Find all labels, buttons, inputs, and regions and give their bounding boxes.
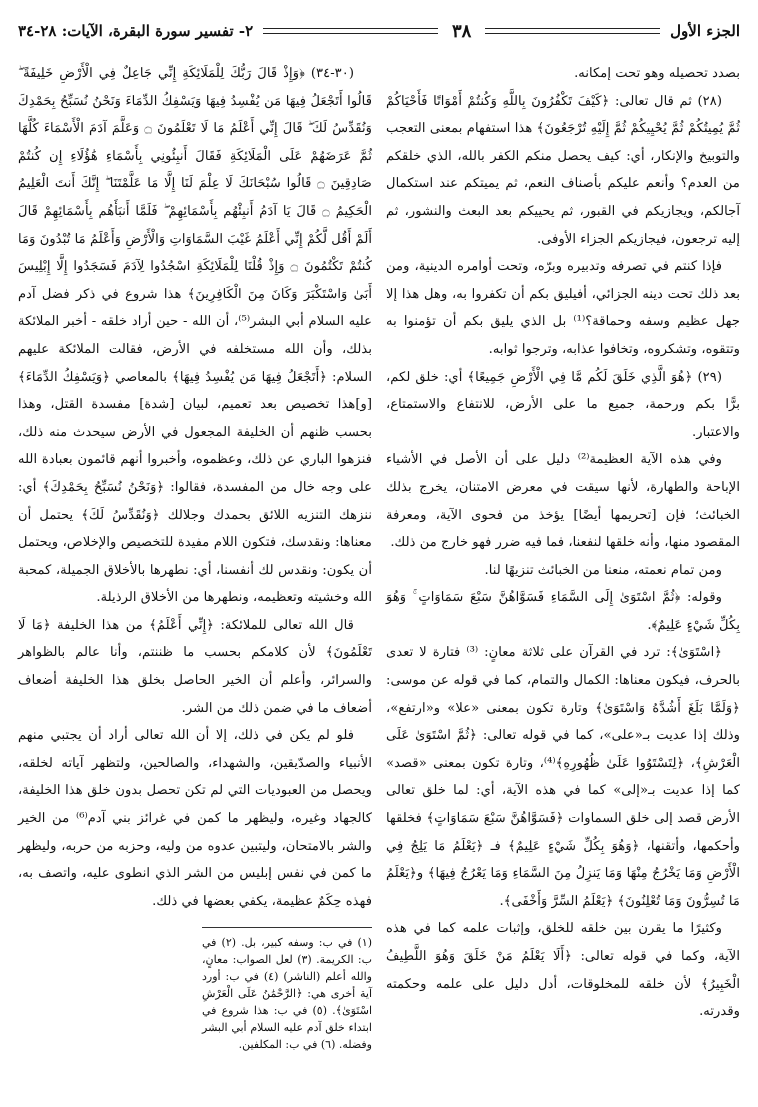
paragraph: فلو لم يكن في ذلك، إلا أن الله تعالى أراد أن يجتبي منهم الأنبياء والصدّيقين، والشهداء، والصالحين، ولتظهر آياته لخلقه، ويحصل من العبوديات التي لم تكن تحصل بدون خلق هذا الخليفة، كالجهاد وغيره، وليظهر ما كمن في غرائز بني آدم⁽⁶⁾ من الخير والشر بالامتحان، وليتبين عدوه من وليه، وحزبه من حربه، وليظهر ما كمن في نفس إبليس من الشر الذي انطوى عليه، واتصف به، فهذه حِكَمٌ عظيمة، يكفي بعضها في ذلك. — [18, 728, 372, 909]
running-head-section: ٢- تفسير سورة البقرة، الآيات: ٢٨-٣٤ — [18, 22, 254, 40]
paragraph: (٢٨) ثم قال تعالى: ﴿كَيْفَ تَكْفُرُونَ بِاللَّهِ وَكُنتُمْ أَمْوَاتًا فَأَحْيَاكُمْ ثُمَّ يُمِيتُكُمْ ثُمَّ يُحْيِيكُمْ ثُمَّ إِلَيْهِ تُرْجَعُونَ﴾ هذا استفهام بمعنى التعجب والتوبيخ والإنكار، أي: كيف يحصل منكم الكفر بالله، الذي خلقكم من العدم؟ وأنعم عليكم بأصناف النعم، ثم يميتكم عند استكمال آجالكم، ويجازيكم في القبور، ثم يحييكم بعد البعث والنشور، ثم إليه ترجعون، فيجازيكم الجزاء الأوفى. — [386, 93, 740, 247]
footnotes — [202, 927, 372, 1053]
header-rule-right — [485, 28, 660, 34]
right-column — [386, 60, 740, 1053]
paragraph: ومن تمام نعمته، منعنا من الخبائث تنزيهًا لنا. — [484, 562, 722, 578]
paragraph: وكثيرًا ما يقرن بين خلقه للخلق، وإثبات علمه كما في هذه الآية، وكما في قوله تعالى: ﴿أَلَا يَعْلَمُ مَنْ خَلَقَ وَهُوَ اللَّطِيفُ الْخَبِيرُ﴾ لأن خلقه للمخلوقات، أدل دليل على علمه وحكمته وقدرته. — [386, 921, 740, 1020]
text-columns — [18, 60, 740, 1053]
footnote-text: (١) في ب: وسفه كبير، بل. (٢) في ب: الكريمة. (٣) لعل الصواب: معانٍ، والله أعلم (الناشر) (٤) في ب: أورد آية أخرى هي: ﴿الرَّحْمَٰنُ عَلَى الْعَرْشِ اسْتَوَىٰ﴾. (٥) في ب: هذا شروع في ابتداء خلق آدم عليه السلام أبي البشر وفضله. (٦) في ب: المكلفين. — [202, 936, 372, 1052]
paragraph: قال الله تعالى للملائكة: ﴿إِنِّي أَعْلَمُ﴾ من هذا الخليفة ﴿مَا لَا تَعْلَمُونَ﴾ لأن كلامكم بحسب ما ظننتم، وأنا عالم بالظواهر والسرائر، وأعلم أن الخير الحاصل بخلق هذا الخليفة أضعاف أضعاف ما في ضمن ذلك من الشر. — [18, 617, 372, 716]
paragraph: (٣٠-٣٤) ﴿وَإِذْ قَالَ رَبُّكَ لِلْمَلَائِكَةِ إِنِّي جَاعِلٌ فِي الْأَرْضِ خَلِيفَةً ۖ قَالُوا أَتَجْعَلُ فِيهَا مَن يُفْسِدُ فِيهَا وَيَسْفِكُ الدِّمَاءَ وَنَحْنُ نُسَبِّحُ بِحَمْدِكَ وَنُقَدِّسُ لَكَ ۖ قَالَ إِنِّي أَعْلَمُ مَا لَا تَعْلَمُونَ ۝ وَعَلَّمَ آدَمَ الْأَسْمَاءَ كُلَّهَا ثُمَّ عَرَضَهُمْ عَلَى الْمَلَائِكَةِ فَقَالَ أَنبِئُونِي بِأَسْمَاءِ هَٰؤُلَاءِ إِن كُنتُمْ صَادِقِينَ ۝ قَالُوا سُبْحَانَكَ لَا عِلْمَ لَنَا إِلَّا مَا عَلَّمْتَنَا ۖ إِنَّكَ أَنتَ الْعَلِيمُ الْحَكِيمُ ۝ قَالَ يَا آدَمُ أَنبِئْهُم بِأَسْمَائِهِمْ ۖ فَلَمَّا أَنبَأَهُم بِأَسْمَائِهِمْ قَالَ أَلَمْ أَقُل لَّكُمْ إِنِّي أَعْلَمُ غَيْبَ السَّمَاوَاتِ وَالْأَرْضِ وَأَعْلَمُ مَا تُبْدُونَ وَمَا كُنتُمْ تَكْتُمُونَ ۝ وَإِذْ قُلْنَا لِلْمَلَائِكَةِ اسْجُدُوا لِآدَمَ فَسَجَدُوا إِلَّا إِبْلِيسَ أَبَىٰ وَاسْتَكْبَرَ وَكَانَ مِنَ الْكَافِرِينَ﴾ هذا شروع في ذكر فضل آدم عليه السلام أبي البشر⁽⁵⁾، أن الله - حين أراد خلقه - أخبر الملائكة بذلك، وأن الله مستخلفه في الأرض، فقالت الملائكة عليهم السلام: ﴿أَتَجْعَلُ فِيهَا مَن يُفْسِدُ فِيهَا﴾ بالمعاصي ﴿وَيَسْفِكُ الدِّمَاءَ﴾ [و]هذا تخصيص بعد تعميم، لبيان [شدة] مفسدة القتل، وهذا بحسب ظنهم أن الخليفة المجعول في الأرض سيحدث منه ذلك، فنزهوا الباري عن ذلك، وعظموه، وأخبروا أنهم قائمون بعبادة الله على وجه خال من المفسدة، فقالوا: ﴿وَنَحْنُ نُسَبِّحُ بِحَمْدِكَ﴾ أي: ننزهك التنزيه اللائق بحمدك وجلالك ﴿وَنُقَدِّسُ لَكَ﴾ يحتمل أن معناها: ونقدسك، فتكون اللام مفيدة للتخصيص والإخلاص، ويحتمل أن يكون: ونقدس لك أنفسنا، أي: نطهرها بالأخلاق الجميلة، كمحبة الله وخشيته وتعظيمه، ونطهرها من الأخلاق الرذيلة. — [18, 66, 373, 606]
paragraph: بصدد تحصيله وهو تحت إمكانه. — [574, 66, 740, 81]
header-rule-left — [263, 28, 438, 34]
paragraph: (٢٩) ﴿هُوَ الَّذِي خَلَقَ لَكُم مَّا فِي الْأَرْضِ جَمِيعًا﴾ أي: خلق لكم، برًّا بكم ورحمة، جميع ما على الأرض، للانتفاع والاستمتاع، والاعتبار. — [386, 369, 740, 440]
page-number: ٣٨ — [452, 20, 472, 42]
page-header — [18, 16, 740, 46]
left-column — [18, 60, 372, 1053]
paragraph: وفي هذه الآية العظيمة⁽²⁾ دليل على أن الأصل في الأشياء الإباحة والطهارة، لأنها سيقت في معرض الامتنان، يخرج بذلك الخبائث؛ فإن [تحريمها أيضًا] يؤخذ من فحوى الآية، ومعرفة المقصود منها، وأنه خلقها لنفعنا، فما فيه ضرر فهو خارج من ذلك. — [386, 452, 740, 551]
paragraph: فإذا كنتم في تصرفه وتدبيره وبرّه، وتحت أوامره الدينية، ومن بعد ذلك تحت دينه الجزائي، أفيليق بكم أن تكفروا به، وهل هذا إلا جهل عظيم وسفه وحماقة؟⁽¹⁾ بل الذي يليق بكم أن تؤمنوا به وتتقوه، وتشكروه، وتخافوا عذابه، وترجوا ثوابه. — [386, 259, 740, 357]
paragraph: ﴿اسْتَوَىٰ﴾: ترد في القرآن على ثلاثة معانٍ: ⁽³⁾ فتارة لا تعدى بالحرف، فيكون معناها: الكمال والتمام، كما في قوله عن موسى: ﴿وَلَمَّا بَلَغَ أَشُدَّهُ وَاسْتَوَىٰ﴾ وتارة تكون بمعنى «علا» و«ارتفع»، وذلك إذا عديت بـ«على»، كما في قوله تعالى: ﴿ثُمَّ اسْتَوَىٰ عَلَى الْعَرْشِ﴾، ﴿لِتَسْتَوُوا عَلَىٰ ظُهُورِهِ﴾⁽⁴⁾، وتارة تكون بمعنى «قصد» كما إذا عديت بـ«إلى» كما في هذه الآية، أي: لما خلق تعالى الأرض قصد إلى خلق السماوات ﴿فَسَوَّاهُنَّ سَبْعَ سَمَاوَاتٍ﴾ فخلقها وأحكمها، وأتقنها، ﴿وَهُوَ بِكُلِّ شَيْءٍ عَلِيمٌ﴾ فـ ﴿يَعْلَمُ مَا يَلِجُ فِي الْأَرْضِ وَمَا يَخْرُجُ مِنْهَا وَمَا يَنزِلُ مِنَ السَّمَاءِ وَمَا يَعْرُجُ فِيهَا﴾ و﴿يَعْلَمُ مَا تُسِرُّونَ وَمَا تُعْلِنُونَ﴾ ﴿يَعْلَمُ السِّرَّ وَأَخْفَى﴾. — [386, 645, 740, 909]
paragraph: وقوله: ﴿ثُمَّ اسْتَوَىٰ إِلَى السَّمَاءِ فَسَوَّاهُنَّ سَبْعَ سَمَاوَاتٍ ۚ وَهُوَ بِكُلِّ شَيْءٍ عَلِيمٌ﴾. — [386, 590, 740, 633]
running-head-volume: الجزء الأول — [670, 22, 740, 40]
